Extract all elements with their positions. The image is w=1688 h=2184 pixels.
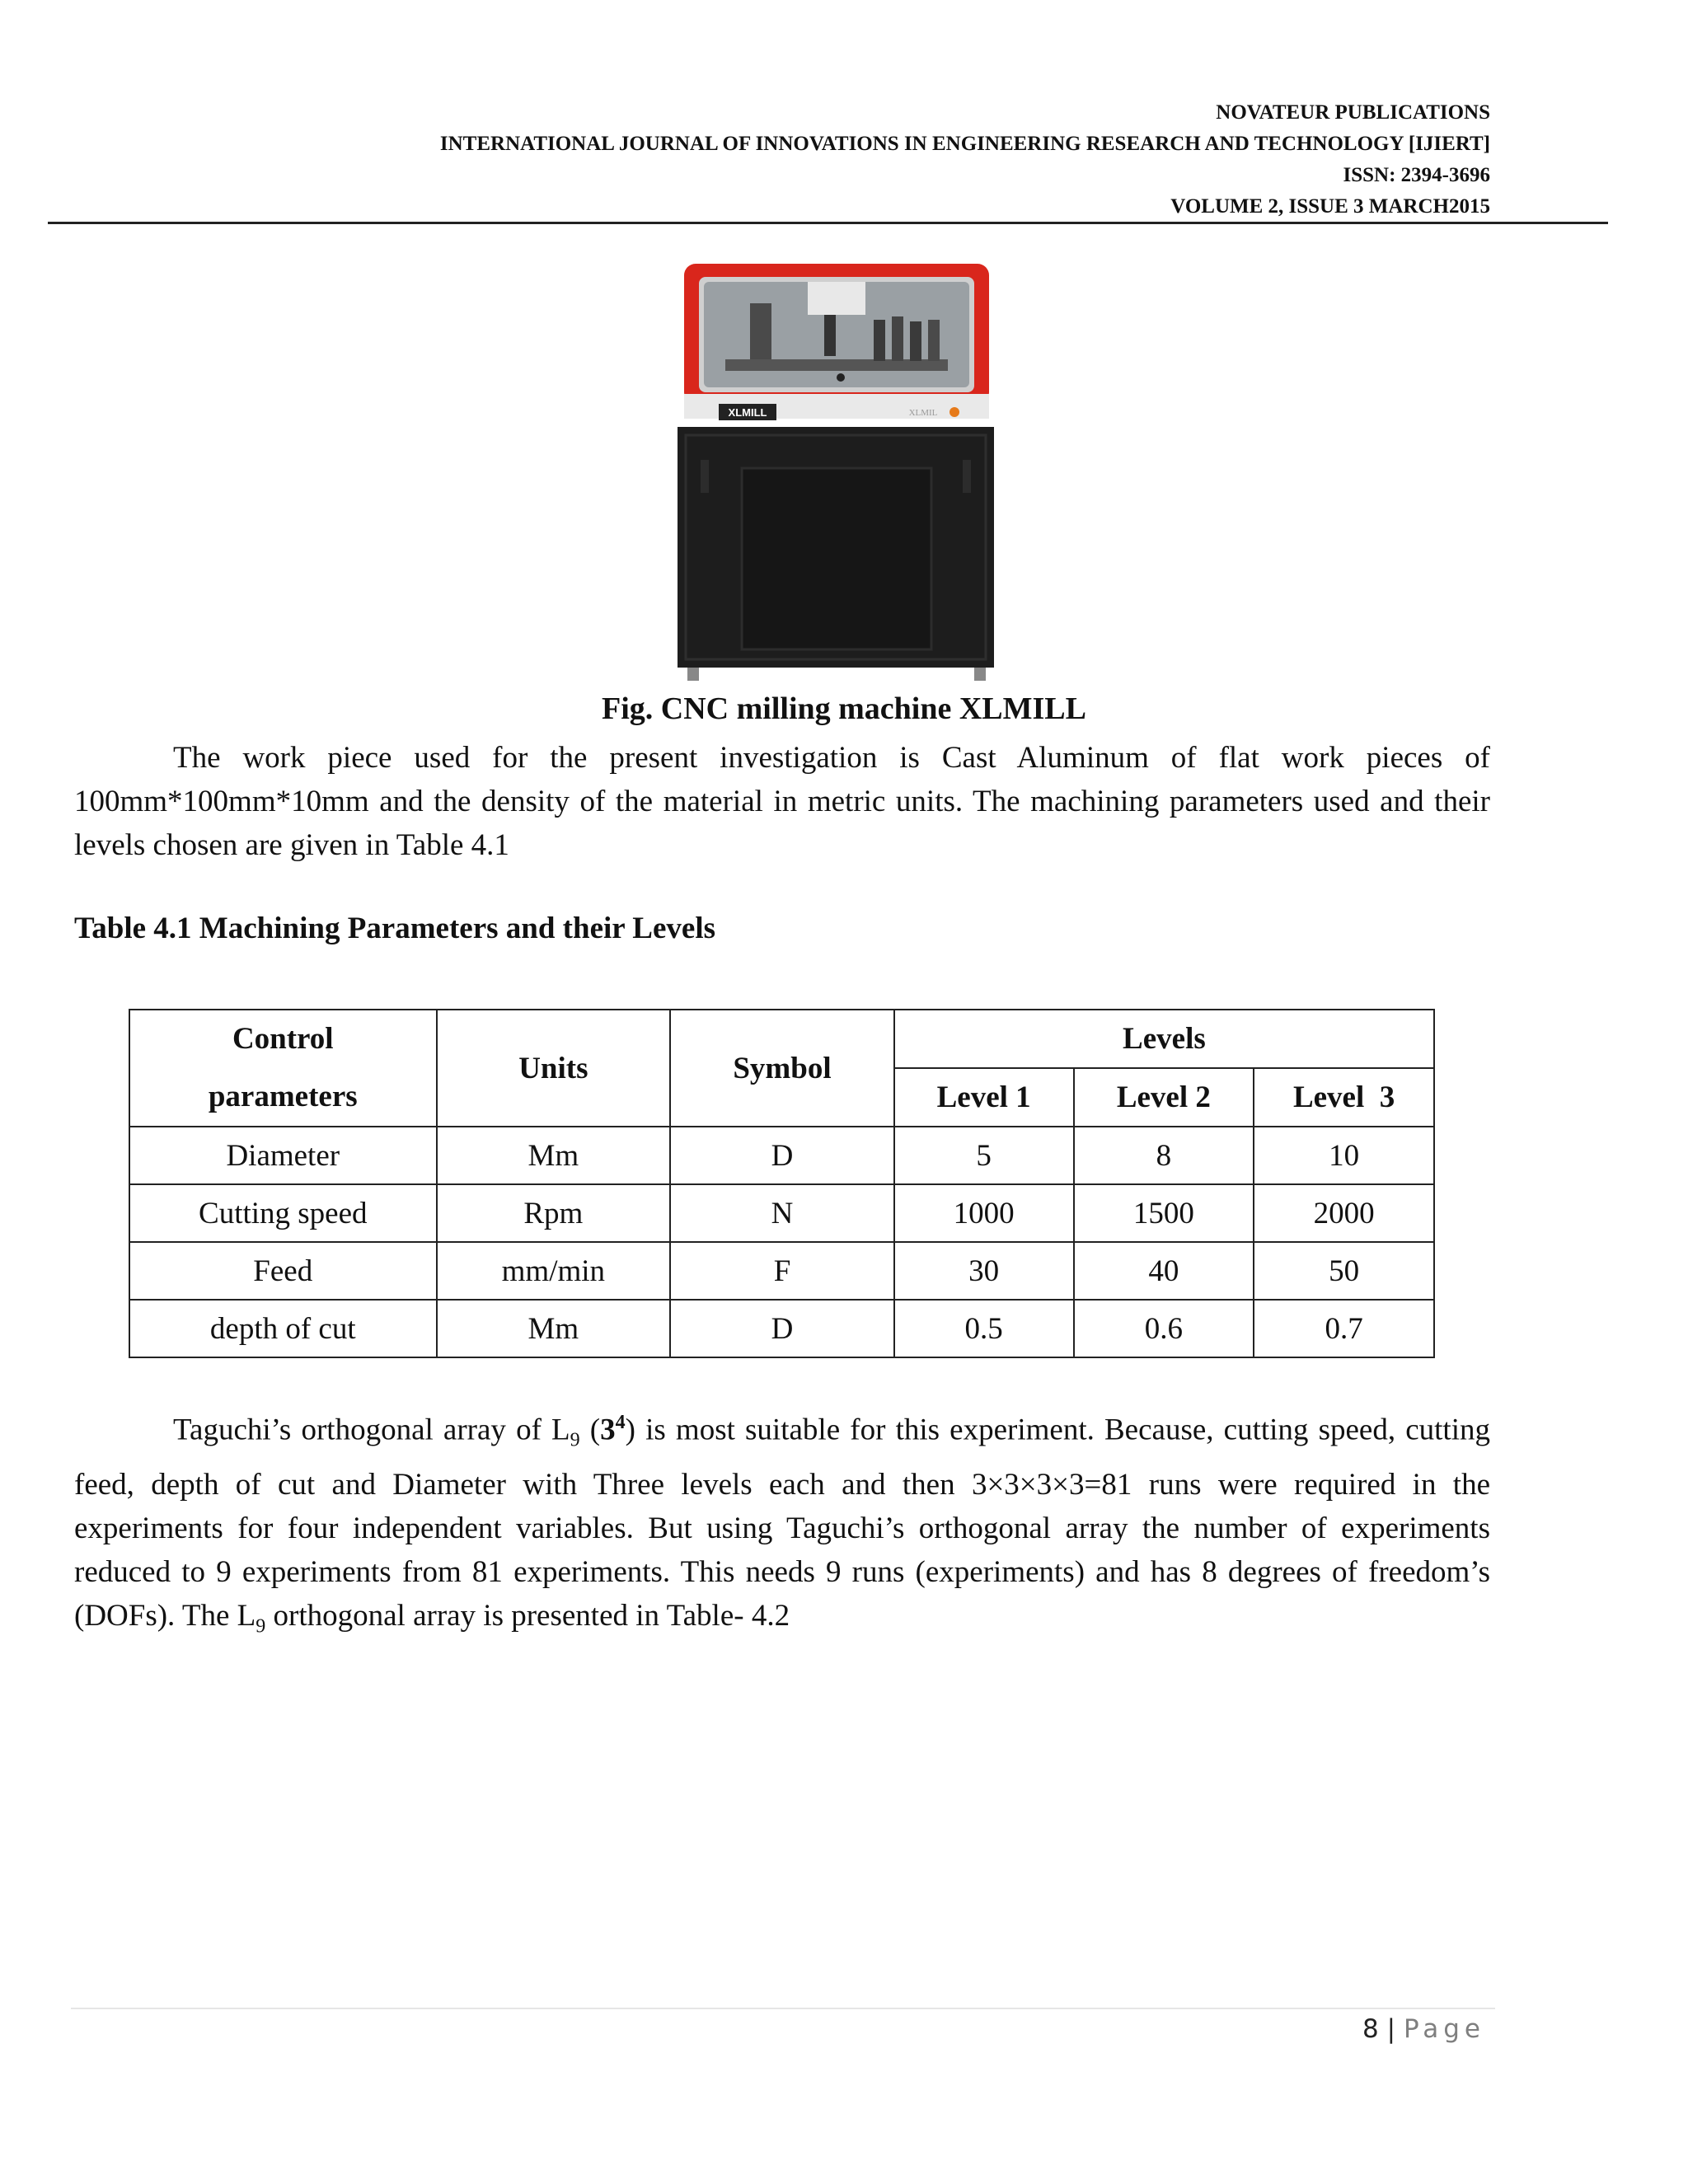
cell-level-2: 0.6 <box>1074 1300 1254 1357</box>
paragraph-intro <box>74 736 1490 867</box>
cell-units: mm/min <box>437 1242 671 1300</box>
table-row <box>129 1184 1434 1242</box>
publisher-name: NOVATEUR PUBLICATIONS <box>1216 101 1490 124</box>
cell-level-1: 5 <box>894 1127 1074 1184</box>
exponent-base: 3 <box>600 1413 616 1447</box>
xlmill-logo-text: XLMILL <box>728 406 767 419</box>
header-control-line2: parameters <box>208 1080 358 1113</box>
cell-param: Diameter <box>129 1127 437 1184</box>
cell-level-1: 1000 <box>894 1184 1074 1242</box>
header-level-1: Level 1 <box>894 1068 1074 1127</box>
header-level-2: Level 2 <box>1074 1068 1254 1127</box>
header-control-parameters <box>129 1010 437 1127</box>
cell-level-1: 0.5 <box>894 1300 1074 1357</box>
cell-param: Cutting speed <box>129 1184 437 1242</box>
volume-issue: VOLUME 2, ISSUE 3 MARCH2015 <box>1170 195 1490 218</box>
cell-level-2: 8 <box>1074 1127 1254 1184</box>
paragraph-intro-text: The work piece used for the present investigation is Cast Aluminum of flat work pieces of 100mm*100mm*10mm and the density of the material in metric units. The machining parameters used and their levels chosen are given in Table 4.1 <box>74 741 1490 862</box>
taguchi-text-2: ( <box>579 1413 601 1447</box>
cell-units: Mm <box>437 1300 671 1357</box>
issn: ISSN: 2394-3696 <box>1343 164 1490 186</box>
machining-parameters-table <box>129 1009 1435 1358</box>
cell-level-3: 50 <box>1254 1242 1434 1300</box>
header-symbol: Symbol <box>670 1010 894 1127</box>
header-levels: Levels <box>894 1010 1434 1068</box>
header-divider <box>48 222 1608 224</box>
cell-level-2: 1500 <box>1074 1184 1254 1242</box>
page-word: Page <box>1403 2014 1485 2044</box>
status-light <box>950 407 959 417</box>
page-separator: | <box>1386 2014 1396 2044</box>
table-row <box>129 1300 1434 1357</box>
cell-level-3: 10 <box>1254 1127 1434 1184</box>
page-number: 8 <box>1362 2014 1379 2044</box>
table-row <box>129 1242 1434 1300</box>
subscript-9: 9 <box>570 1429 580 1451</box>
journal-header <box>440 97 1490 223</box>
header-units: Units <box>437 1010 671 1127</box>
exponent-power: 4 <box>615 1412 626 1433</box>
table-header-row <box>129 1010 1434 1068</box>
xlmill-small-label: XLMIL <box>908 408 938 418</box>
cell-units: Mm <box>437 1127 671 1184</box>
paragraph-taguchi <box>74 1401 1490 1648</box>
footer-divider <box>71 2008 1495 2009</box>
page-footer <box>1362 2014 1485 2044</box>
taguchi-text-3: ) is most suitable for this experiment. Because, cutting speed, cutting feed, depth of cut and Diameter with Three levels each and then 3×3×3×3=81 runs were required in the experiments for four independent variables. But using Taguchi’s orthogonal array the number of experiments reduced to 9 experiments from 81 experiments. This needs 9 runs (experiments) and has 8 degrees of freedom’s (DOFs). The L <box>74 1413 1490 1633</box>
cell-param: depth of cut <box>129 1300 437 1357</box>
header-level-3: Level 3 <box>1254 1068 1434 1127</box>
cell-level-3: 2000 <box>1254 1184 1434 1242</box>
machine-table <box>725 359 948 371</box>
cell-units: Rpm <box>437 1184 671 1242</box>
cell-param: Feed <box>129 1242 437 1300</box>
spindle-head <box>808 282 865 315</box>
cell-symbol: D <box>670 1127 894 1184</box>
taguchi-text-1: Taguchi’s orthogonal array of L <box>173 1413 570 1447</box>
subscript-9: 9 <box>256 1615 266 1638</box>
header-control-line1: Control <box>232 1022 334 1056</box>
cell-symbol: F <box>670 1242 894 1300</box>
taguchi-text-4: orthogonal array is presented in Table- 4.2 <box>265 1598 790 1633</box>
cnc-machine-image <box>676 262 997 682</box>
figure-caption: Fig. CNC milling machine XLMILL <box>602 691 1086 726</box>
cell-level-2: 40 <box>1074 1242 1254 1300</box>
cell-symbol: N <box>670 1184 894 1242</box>
cell-symbol: D <box>670 1300 894 1357</box>
cabinet-door <box>742 468 931 649</box>
table-row <box>129 1127 1434 1184</box>
table-title: Table 4.1 Machining Parameters and their Levels <box>74 912 715 945</box>
journal-name: INTERNATIONAL JOURNAL OF INNOVATIONS IN ENGINEERING RESEARCH AND TECHNOLOGY [IJIERT] <box>439 133 1490 155</box>
cell-level-3: 0.7 <box>1254 1300 1434 1357</box>
cell-level-1: 30 <box>894 1242 1074 1300</box>
